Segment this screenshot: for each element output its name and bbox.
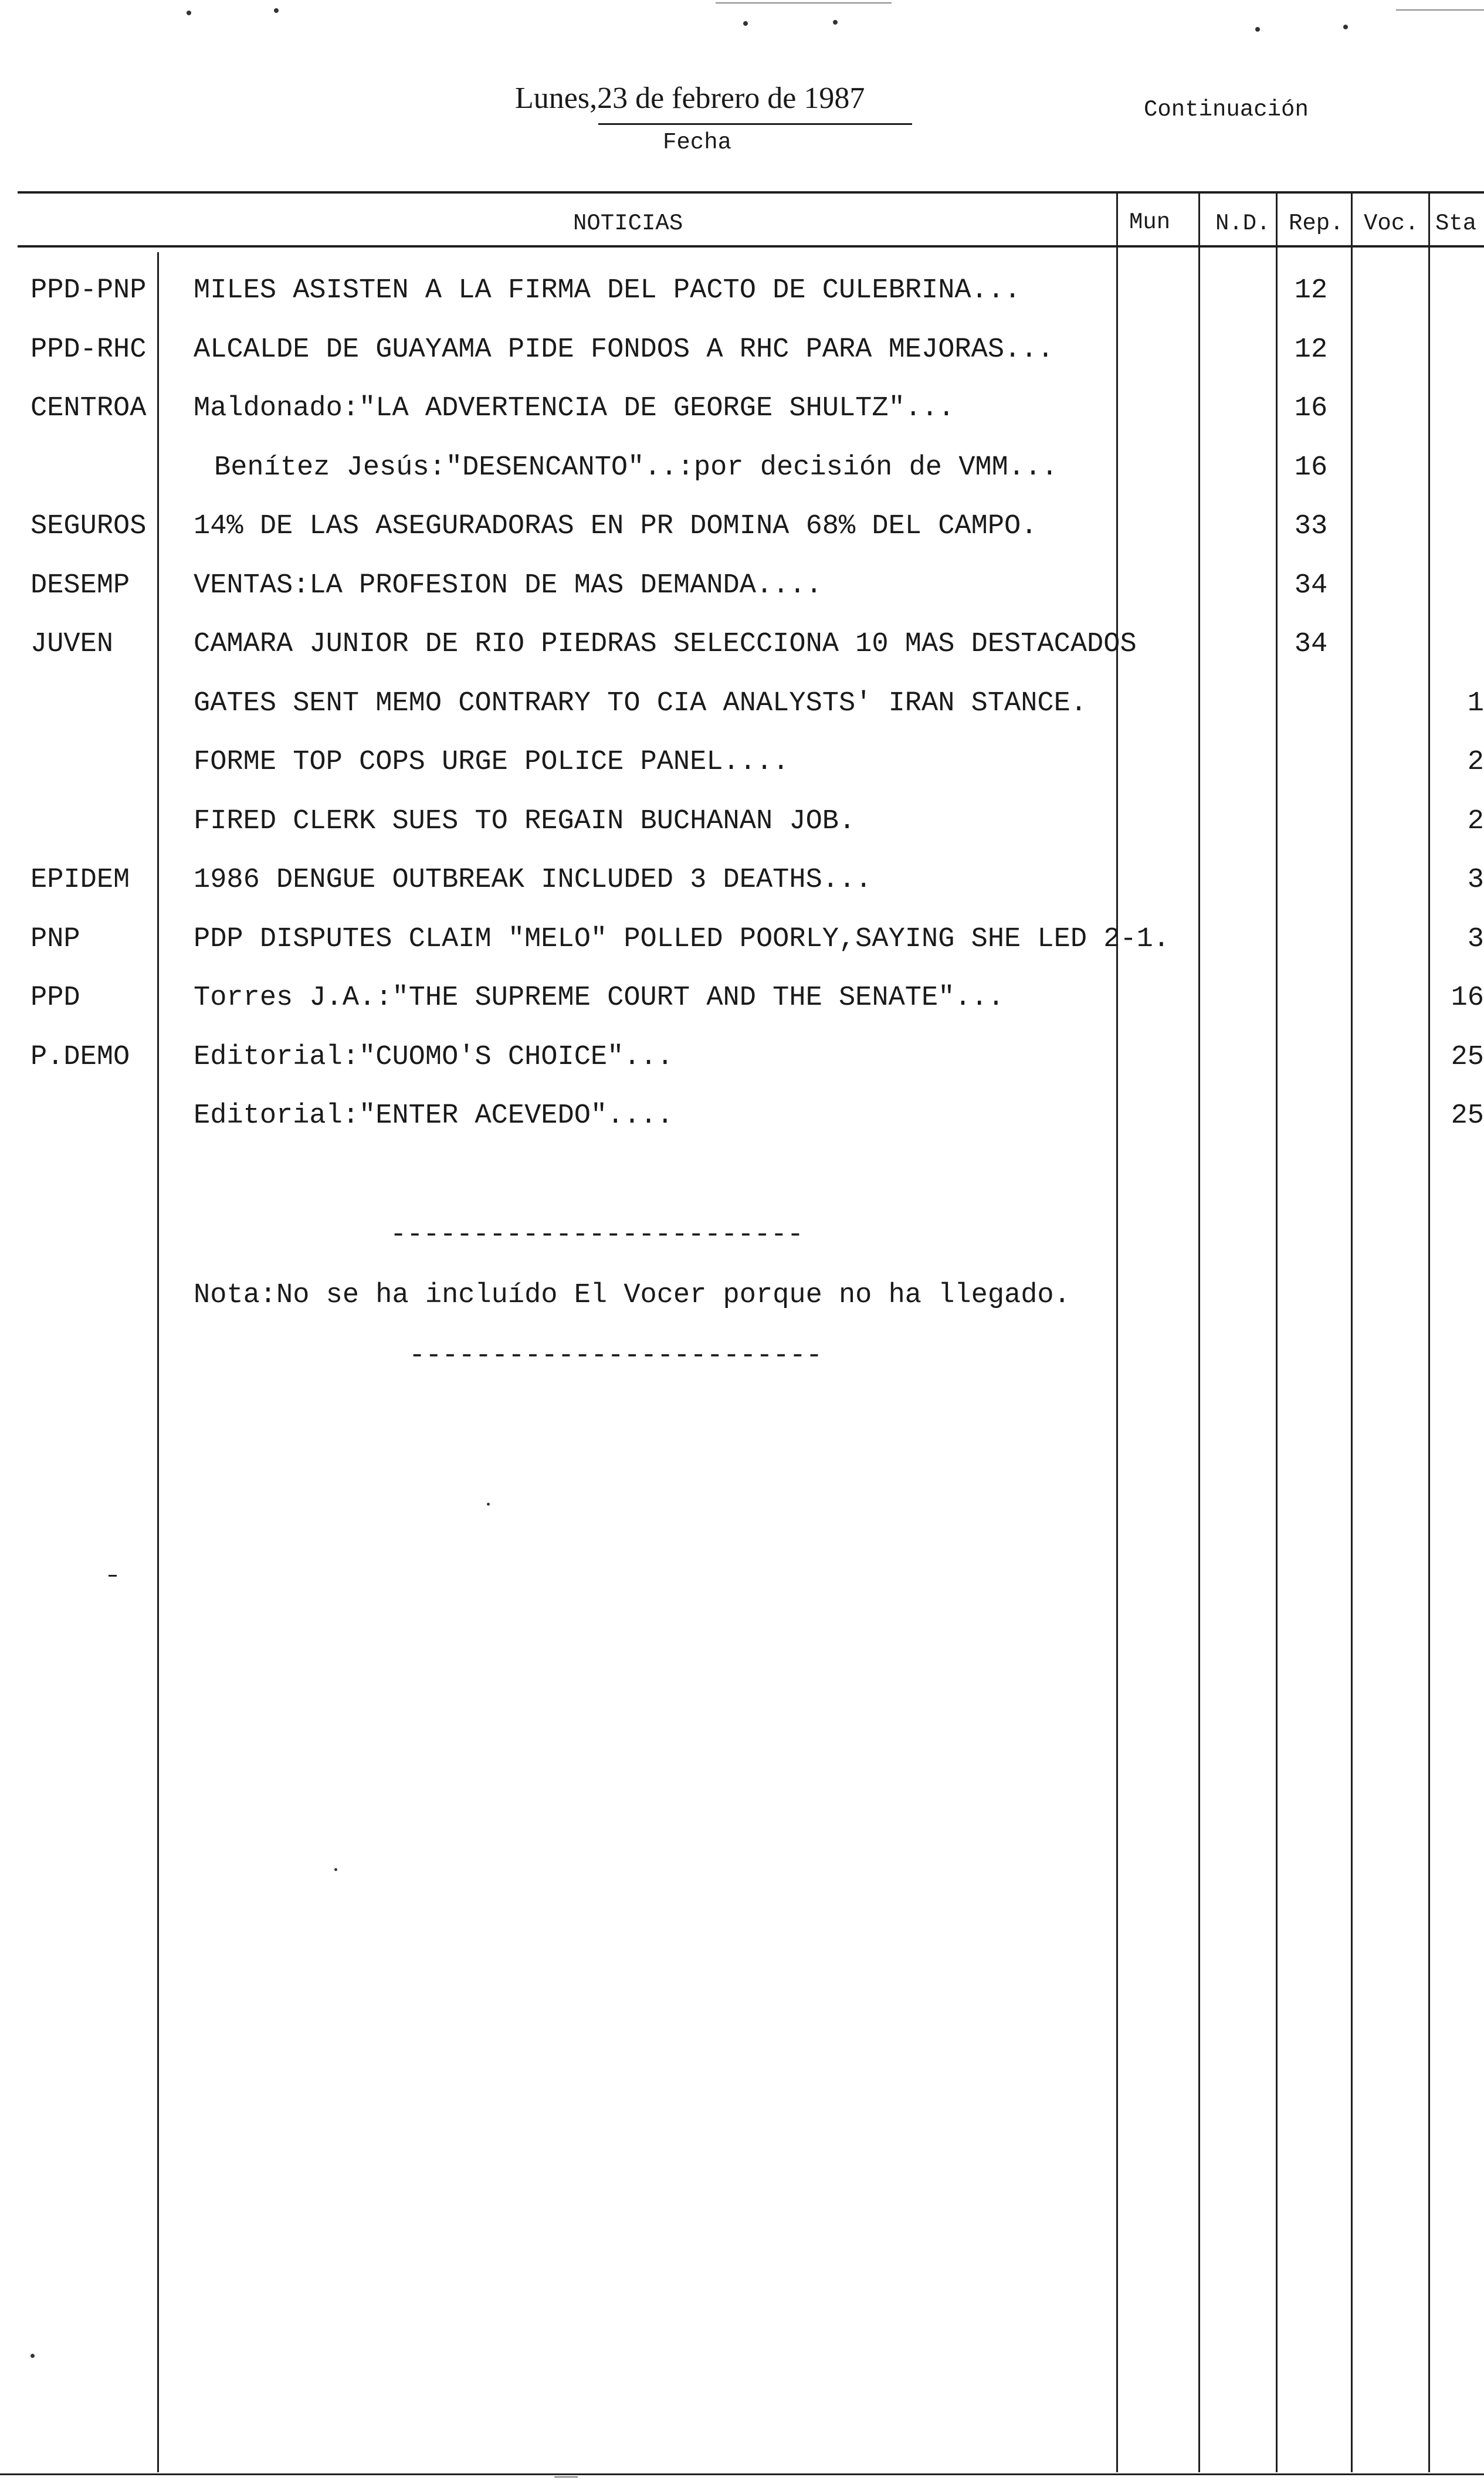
row-star-page: 2 — [1467, 806, 1484, 837]
column-header-noticias: NOTICIAS — [573, 211, 683, 236]
row-rep-page: 12 — [1294, 275, 1328, 306]
row-code: JUVEN — [31, 629, 114, 660]
row-code: PNP — [31, 924, 80, 955]
mun-column-divider — [1198, 194, 1200, 2472]
row-star-page: 25 — [1451, 1100, 1484, 1131]
row-star-page: 2 — [1467, 747, 1484, 778]
report-date: Lunes,23 de febrero de 1987 — [515, 82, 865, 115]
row-code: PPD-RHC — [31, 334, 147, 365]
row-code: PPD-PNP — [31, 275, 147, 306]
row-headline: 14% DE LAS ASEGURADORAS EN PR DOMINA 68% DEL CAMPO. — [194, 511, 1038, 542]
row-headline: CAMARA JUNIOR DE RIO PIEDRAS SELECCIONA 10 MAS DESTACADOS — [194, 629, 1137, 660]
row-headline: Torres J.A.:"THE SUPREME COURT AND THE SENATE"... — [194, 982, 1005, 1014]
row-code: CENTROA — [31, 393, 147, 424]
row-rep-page: 16 — [1294, 393, 1328, 424]
row-star-page: 25 — [1451, 1042, 1484, 1073]
row-headline: Editorial:"CUOMO'S CHOICE"... — [194, 1042, 673, 1073]
row-star-page: 1 — [1467, 688, 1484, 719]
table-top-rule — [18, 191, 1484, 194]
row-headline: Maldonado:"LA ADVERTENCIA DE GEORGE SHULTZ"... — [194, 393, 955, 424]
row-code: DESEMP — [31, 570, 130, 601]
nd-column-divider — [1276, 194, 1278, 2472]
row-headline: FIRED CLERK SUES TO REGAIN BUCHANAN JOB. — [194, 806, 856, 837]
row-star-page: 16 — [1451, 982, 1484, 1014]
row-rep-page: 34 — [1294, 570, 1328, 601]
table-bottom-rule — [0, 2473, 1484, 2475]
row-code: EPIDEM — [31, 865, 130, 896]
noticias-column-divider — [1116, 194, 1118, 2472]
rep-column-divider — [1351, 194, 1353, 2472]
column-header-mun: Mun — [1129, 209, 1171, 235]
footer-rule-top: ------------------------- — [390, 1219, 804, 1251]
row-headline: VENTAS:LA PROFESION DE MAS DEMANDA.... — [194, 570, 822, 601]
scan-speck — [743, 21, 748, 26]
column-header-rep: Rep. — [1289, 211, 1344, 236]
row-headline: MILES ASISTEN A LA FIRMA DEL PACTO DE CULEBRINA... — [194, 275, 1021, 306]
row-rep-page: 34 — [1294, 629, 1328, 660]
table-header-rule — [18, 245, 1484, 248]
scan-speck-dash — [109, 1575, 117, 1577]
scan-edge-line — [554, 2476, 578, 2478]
column-header-star: Sta — [1435, 211, 1477, 236]
row-code: P.DEMO — [31, 1042, 130, 1073]
row-headline: 1986 DENGUE OUTBREAK INCLUDED 3 DEATHS... — [194, 865, 872, 896]
scan-speck — [31, 2354, 35, 2358]
scan-speck — [487, 1503, 490, 1506]
footer-note: Nota:No se ha incluído El Vocer porque no ha llegado. — [194, 1280, 1070, 1311]
row-star-page: 3 — [1467, 924, 1484, 955]
code-column-divider — [157, 252, 159, 2472]
row-rep-page: 16 — [1294, 452, 1328, 483]
row-headline: Benítez Jesús:"DESENCANTO"..:por decisión de VMM... — [214, 452, 1058, 483]
scan-speck — [1255, 27, 1260, 32]
row-headline: GATES SENT MEMO CONTRARY TO CIA ANALYSTS' IRAN STANCE. — [194, 688, 1087, 719]
scan-speck — [187, 11, 191, 15]
row-code: SEGUROS — [31, 511, 147, 542]
scan-speck — [1343, 25, 1348, 29]
row-rep-page: 33 — [1294, 511, 1328, 542]
row-headline: ALCALDE DE GUAYAMA PIDE FONDOS A RHC PARA MEJORAS... — [194, 334, 1054, 365]
row-code: PPD — [31, 982, 80, 1014]
scan-speck — [334, 1868, 337, 1871]
voc-column-divider — [1428, 194, 1430, 2472]
scan-edge-line — [716, 2, 892, 4]
date-caption: Fecha — [663, 130, 732, 155]
scan-edge-line — [1396, 9, 1484, 11]
column-header-nd: N.D. — [1215, 211, 1270, 236]
row-headline: PDP DISPUTES CLAIM "MELO" POLLED POORLY,SAYING SHE LED 2-1. — [194, 924, 1170, 955]
footer-rule-bottom: ------------------------- — [409, 1340, 823, 1371]
scan-speck — [274, 8, 279, 13]
scan-speck — [833, 20, 838, 25]
row-headline: Editorial:"ENTER ACEVEDO".... — [194, 1100, 673, 1131]
row-headline: FORME TOP COPS URGE POLICE PANEL.... — [194, 747, 790, 778]
column-header-voc: Voc. — [1364, 211, 1419, 236]
row-star-page: 3 — [1467, 865, 1484, 896]
date-underline — [598, 123, 912, 125]
row-rep-page: 12 — [1294, 334, 1328, 365]
continuation-label: Continuación — [1144, 97, 1309, 123]
